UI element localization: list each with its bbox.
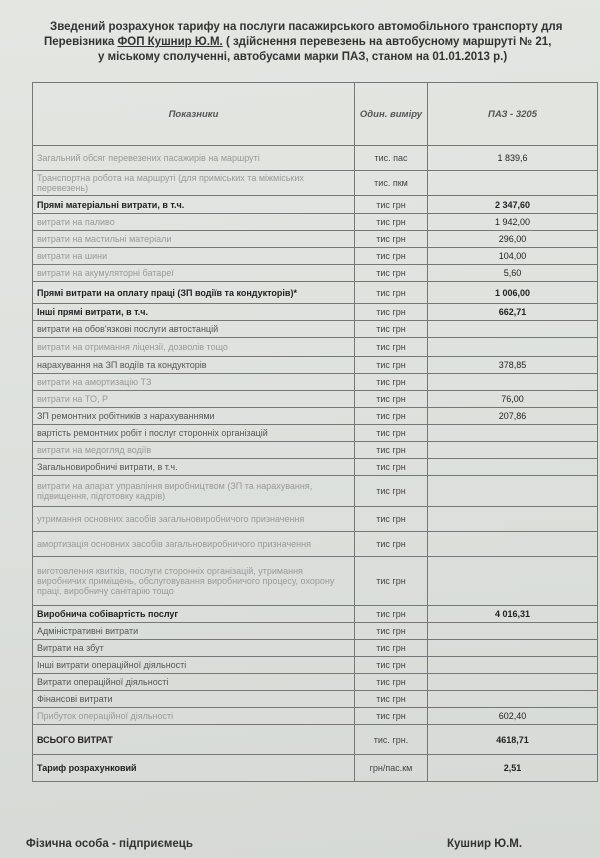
row-value [428,321,598,338]
row-indicator: Витрати на збут [33,640,355,657]
row-unit: тис грн [355,507,428,532]
row-indicator: ВСЬОГО ВИТРАТ [33,725,355,755]
row-unit: тис грн [355,691,428,708]
row-unit: тис грн [355,321,428,338]
row-indicator: витрати на паливо [33,214,355,231]
table-row [33,640,598,657]
row-unit: тис грн [355,282,428,304]
row-indicator: ЗП ремонтних робітників з нарахуваннями [33,408,355,425]
row-value [428,374,598,391]
row-indicator: витрати на амортизацію ТЗ [33,374,355,391]
row-unit: тис грн [355,532,428,557]
row-value [428,338,598,357]
row-indicator: Тариф розрахунковий [33,755,355,782]
table-row [33,248,598,265]
row-value [428,691,598,708]
row-value: 662,71 [428,304,598,321]
row-unit: тис. пкм [355,171,428,196]
row-value [428,557,598,606]
row-indicator: витрати на медогляд водіїв [33,442,355,459]
row-value [428,171,598,196]
row-indicator: утримання основних засобів загальновиробничого призначення [33,507,355,532]
row-indicator: виготовлення квитків, послуги сторонніх організацій, утримання виробничих приміщень, обслуговування виробничого процесу, охорону праці, виробничу санітарію тощо [33,557,355,606]
row-value: 207,86 [428,408,598,425]
row-indicator: амортизація основних засобів загальновиробничого призначення [33,532,355,557]
row-unit: тис грн [355,374,428,391]
table-row [33,146,598,171]
table-row [33,606,598,623]
row-unit: тис грн [355,657,428,674]
row-value: 4 016,31 [428,606,598,623]
row-indicator: витрати на апарат управління виробництвом (ЗП та нарахування, підвищення, підготовку кадрів) [33,476,355,507]
row-indicator: Витрати операційної діяльності [33,674,355,691]
row-value: 4618,71 [428,725,598,755]
table-row [33,265,598,282]
column-header-value: ПАЗ - 3205 [428,83,598,146]
table-row [33,459,598,476]
row-unit: тис грн [355,459,428,476]
row-indicator: Загальний обсяг перевезених пасажирів на маршруті [33,146,355,171]
table-row [33,691,598,708]
row-indicator: Прибуток операційної діяльності [33,708,355,725]
row-value [428,476,598,507]
row-value [428,459,598,476]
table-row [33,408,598,425]
signature-name: Кушнир Ю.М. [447,838,523,850]
table-row [33,214,598,231]
table-row [33,557,598,606]
table-row [33,304,598,321]
table-row [33,755,598,782]
row-indicator: Фінансові витрати [33,691,355,708]
row-indicator: Прямі витрати на оплату праці (ЗП водіїв та кондукторів)* [33,282,355,304]
table-row [33,657,598,674]
row-value: 378,85 [428,357,598,374]
row-value [428,674,598,691]
row-unit: тис грн [355,425,428,442]
row-unit: тис грн [355,623,428,640]
column-header-unit: Один. виміру [355,83,428,146]
row-value [428,442,598,459]
row-unit: тис. грн. [355,725,428,755]
table-row [33,391,598,408]
table-row [33,476,598,507]
row-unit: тис грн [355,196,428,214]
header-line-2 [30,35,590,50]
row-value: 104,00 [428,248,598,265]
row-indicator: Прямі матеріальні витрати, в т.ч. [33,196,355,214]
table-row [33,725,598,755]
row-value: 296,00 [428,231,598,248]
table-row [33,708,598,725]
row-indicator: витрати на ТО, Р [33,391,355,408]
row-indicator: Виробнича собівартість послуг [33,606,355,623]
row-indicator: Інші витрати операційної діяльності [33,657,355,674]
document-header [30,20,590,65]
row-indicator: Загальновиробничі витрати, в т.ч. [33,459,355,476]
header-route-info: ( здійснення перевезень на автобусному маршруті № 21, [225,36,552,48]
row-unit: тис грн [355,231,428,248]
row-unit: тис грн [355,248,428,265]
row-value: 1 942,00 [428,214,598,231]
row-unit: тис грн [355,476,428,507]
table-row [33,282,598,304]
row-indicator: Адміністративні витрати [33,623,355,640]
row-unit: тис грн [355,442,428,459]
row-unit: тис грн [355,708,428,725]
row-value [428,657,598,674]
row-value: 2,51 [428,755,598,782]
table-row [33,338,598,357]
row-value [428,640,598,657]
table-row [33,674,598,691]
column-header-indicator: Показники [33,83,355,146]
row-unit: тис грн [355,557,428,606]
tariff-table [32,82,598,782]
table-row [33,532,598,557]
table-row [33,507,598,532]
row-indicator: Інші прямі витрати, в т.ч. [33,304,355,321]
row-unit: тис грн [355,214,428,231]
row-unit: тис грн [355,357,428,374]
row-indicator: нарахування на ЗП водіїв та кондукторів [33,357,355,374]
row-value: 1 839,6 [428,146,598,171]
header-line-3: у міському сполученні, автобусами марки ПАЗ, станом на 01.01.2013 р.) [98,51,508,63]
row-value: 602,40 [428,708,598,725]
table-row [33,196,598,214]
signature-title: Фізична особа - підприємець [26,838,193,850]
row-value: 1 006,00 [428,282,598,304]
table-row [33,442,598,459]
row-unit: тис грн [355,640,428,657]
table-row [33,321,598,338]
row-value [428,532,598,557]
table-row [33,374,598,391]
row-unit: грн/пас.км [355,755,428,782]
row-indicator: витрати на обов'язкові послуги автостанцій [33,321,355,338]
row-indicator: Транспортна робота на маршруті (для приміських та міжміських перевезень) [33,171,355,196]
row-indicator: витрати на мастильні матеріали [33,231,355,248]
header-carrier-name: ФОП Кушнир Ю.М. [117,36,223,48]
row-unit: тис грн [355,606,428,623]
row-unit: тис грн [355,391,428,408]
table-header-row [33,83,598,146]
row-value: 2 347,60 [428,196,598,214]
row-value: 5,60 [428,265,598,282]
table-row [33,425,598,442]
row-indicator: вартість ремонтних робіт і послуг сторонніх організацій [33,425,355,442]
table-row [33,231,598,248]
table-row [33,623,598,640]
row-value [428,425,598,442]
header-line-1: Зведений розрахунок тарифу на послуги пасажирського автомобільного транспорту для [50,21,563,33]
header-carrier-label: Перевізника [44,36,115,48]
row-unit: тис. пас [355,146,428,171]
table-row [33,357,598,374]
row-unit: тис грн [355,338,428,357]
row-value [428,507,598,532]
row-value [428,623,598,640]
row-indicator: витрати на отримання ліцензії, дозволів тощо [33,338,355,357]
row-indicator: витрати на шини [33,248,355,265]
row-unit: тис грн [355,674,428,691]
table-row [33,171,598,196]
row-indicator: витрати на акумуляторні батареї [33,265,355,282]
row-value: 76,00 [428,391,598,408]
row-unit: тис грн [355,265,428,282]
row-unit: тис грн [355,304,428,321]
row-unit: тис грн [355,408,428,425]
